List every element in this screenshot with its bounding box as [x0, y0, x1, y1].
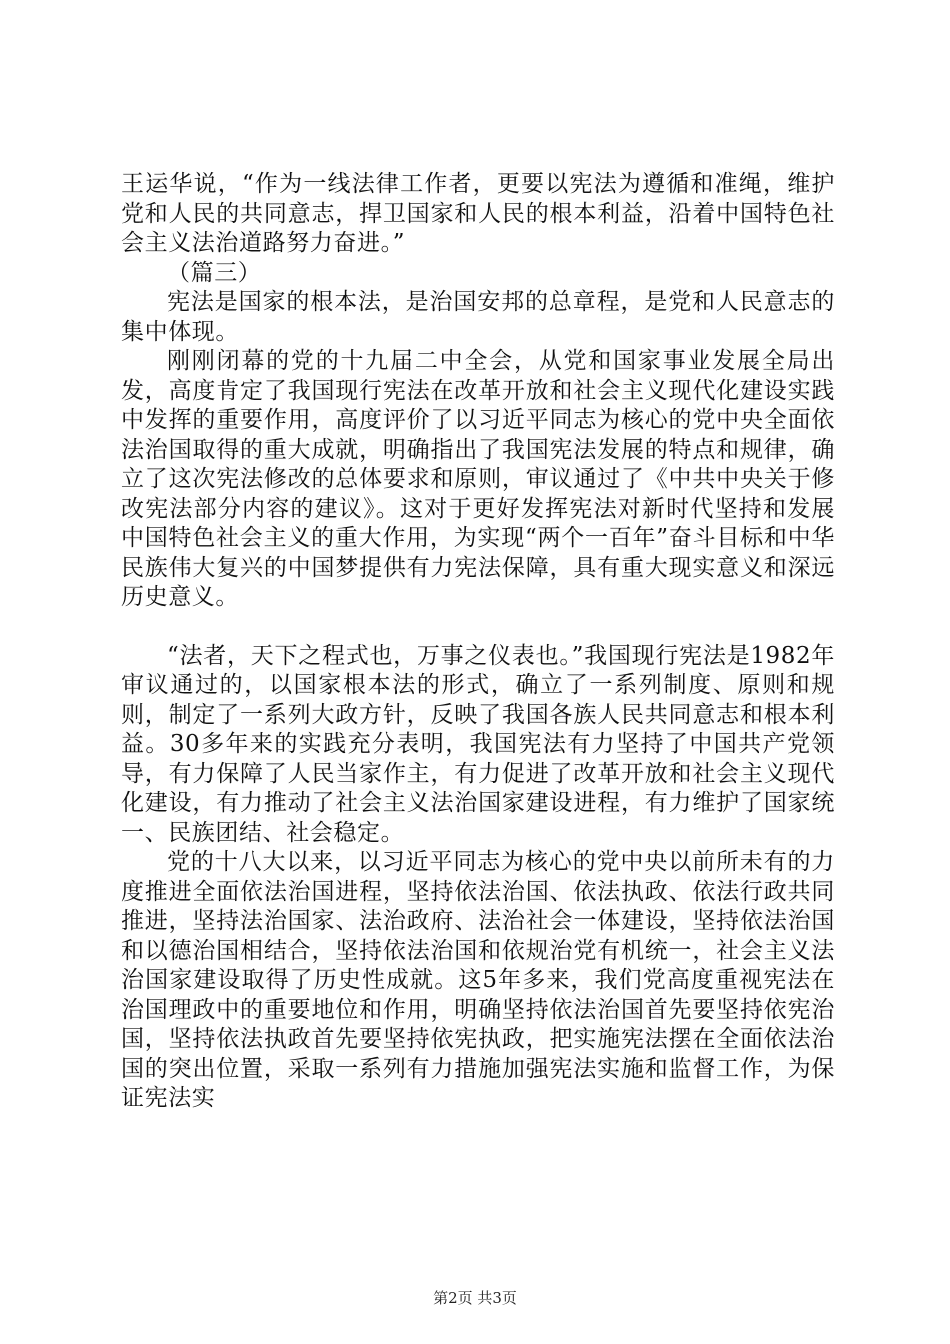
paragraph-constitution-1982: “法者，天下之程式也，万事之仪表也。”我国现行宪法是1982年审议通过的，以国家根本法的形式，确立了一系列制度、原则和规则，制定了一系列大政方针，反映了我国各族人民共同意志和根本利益。30多年来的实践充分表明，我国宪法有力坚持了中国共产党领导，有力保障了人民当家作主，有力促进了改革开放和社会主义现代化建设，有力推动了社会主义法治国家建设进程，有力维护了国家统一、民族团结、社会稳定。	[121, 642, 835, 846]
section-heading: （篇三）	[167, 259, 262, 286]
paragraph-eighteenth-congress: 党的十八大以来，以习近平同志为核心的党中央以前所未有的力度推进全面依法治国进程，坚持依法治国、依法执政、依法行政共同推进，坚持法治国家、法治政府、法治社会一体建设，坚持依法治国和以德治国相结合，坚持依法治国和依规治党有机统一，社会主义法治国家建设取得了历史性成就。这5年多来，我们党高度重视宪法在治国理政中的重要地位和作用，明确坚持依法治国首先要坚持依宪治国，坚持依法执政首先要坚持依宪执政，把实施宪法摆在全面依法治国的突出位置，采取一系列有力措施加强宪法实施和监督工作，为保证宪法实	[121, 849, 835, 1111]
paragraph-quote-wang: 王运华说，“作为一线法律工作者，更要以宪法为遵循和准绳，维护党和人民的共同意志，捍卫国家和人民的根本利益，沿着中国特色社会主义法治道路努力奋进。”	[121, 171, 835, 256]
page-number-footer: 第2页 共3页	[433, 1289, 517, 1307]
document-body	[121, 170, 835, 1114]
paragraph-intro: 宪法是国家的根本法，是治国安邦的总章程，是党和人民意志的集中体现。	[121, 289, 835, 345]
paragraph-plenary: 刚刚闭幕的党的十九届二中全会，从党和国家事业发展全局出发，高度肯定了我国现行宪法在改革开放和社会主义现代化建设实践中发挥的重要作用，高度评价了以习近平同志为核心的党中央全面依法治国取得的重大成就，明确指出了我国宪法发展的特点和规律，确立了这次宪法修改的总体要求和原则，审议通过了《中共中央关于修改宪法部分内容的建议》。这对于更好发挥宪法对新时代坚持和发展中国特色社会主义的重大作用，为实现“两个一百年”奋斗目标和中华民族伟大复兴的中国梦提供有力宪法保障，具有重大现实意义和深远历史意义。	[121, 348, 835, 610]
paragraph-spacer	[121, 613, 835, 642]
